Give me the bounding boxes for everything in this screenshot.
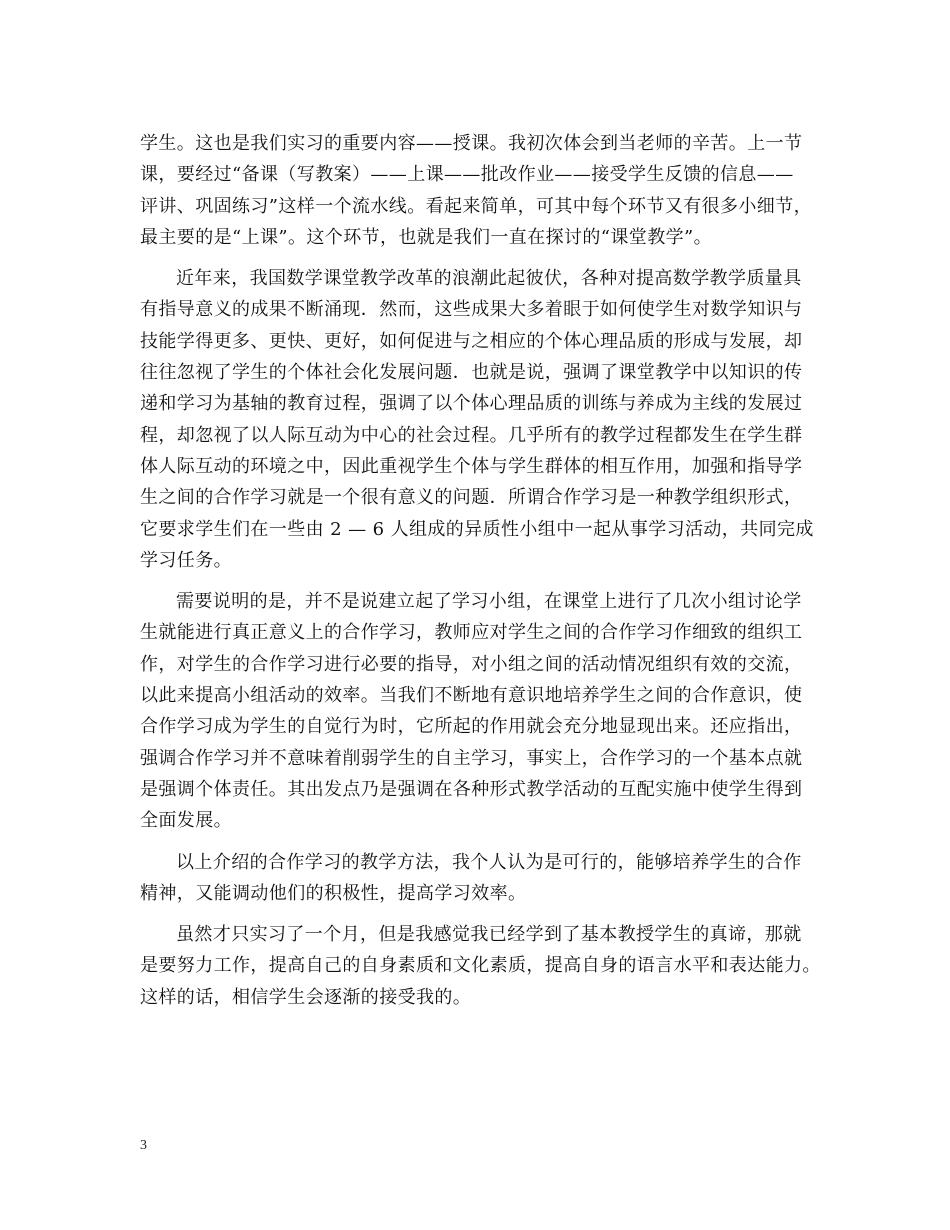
text-line: 以上介绍的合作学习的教学方法，我个人认为是可行的，能够培养学生的合作: [176, 851, 802, 873]
document-body: [140, 128, 840, 1013]
text-line: 课，要经过“备课（写教案）——上课——批改作业——接受学生反馈的信息——: [140, 164, 794, 186]
text-line: 技能学得更多、更快、更好，如何促进与之相应的个体心理品质的形成与发展，却: [140, 330, 803, 352]
text-line: 虽然才只实习了一个月，但是我感觉我已经学到了基本教授学生的真谛，那就: [176, 924, 802, 946]
paragraph-2: [140, 263, 840, 576]
page-number: 3: [140, 1138, 147, 1153]
text-line: 生之间的合作学习就是一个很有意义的问题．所谓合作学习是一种教学组织形式，: [140, 487, 803, 509]
paragraph-4: [140, 847, 840, 910]
text-line: 这样的话，相信学生会逐渐的接受我的。: [140, 986, 472, 1008]
text-line: 评讲、巩固练习”这样一个流水线。看起来简单，可其中每个环节又有很多小细节，: [140, 195, 812, 217]
text-line: 全面发展。: [140, 810, 232, 832]
text-line: 是要努力工作，提高自己的自身素质和文化素质，提高自身的语言水平和表达能力。: [140, 955, 821, 977]
text-line: 最主要的是“上课”。这个环节，也就是我们一直在探讨的“课堂教学”。: [140, 226, 713, 248]
text-line: 学生。这也是我们实习的重要内容——授课。我初次体会到当老师的辛苦。上一节: [140, 133, 803, 154]
paragraph-1: [140, 128, 840, 253]
text-line: 以此来提高小组活动的效率。当我们不断地有意识地培养学生之间的合作意识，使: [140, 685, 803, 707]
text-line: 它要求学生们在一些由 2 — 6 人组成的异质性小组中一起从事学习活动，共同完成: [140, 518, 814, 540]
text-line: 体人际互动的环境之中，因此重视学生个体与学生群体的相互作用，加强和指导学: [140, 455, 803, 477]
paragraph-3: [140, 586, 840, 836]
text-line: 程，却忽视了以人际互动为中心的社会过程。几乎所有的教学过程都发生在学生群: [140, 424, 803, 446]
text-line: 作，对学生的合作学习进行必要的指导，对小组之间的活动情况组织有效的交流，: [140, 653, 803, 675]
text-line: 往往忽视了学生的个体社会化发展问题．也就是说，强调了课堂教学中以知识的传: [140, 362, 803, 384]
text-line: 近年来，我国数学课堂教学改革的浪潮此起彼伏，各种对提高数学教学质量具: [176, 268, 802, 290]
text-line: 生就能进行真正意义上的合作学习，教师应对学生之间的合作学习作细致的组织工: [140, 622, 803, 644]
text-line: 精神，又能调动他们的积极性，提高学习效率。: [140, 882, 527, 904]
text-line: 强调合作学习并不意味着削弱学生的自主学习，事实上，合作学习的一个基本点就: [140, 747, 803, 769]
text-line: 是强调个体责任。其出发点乃是强调在各种形式教学活动的互配实施中使学生得到: [140, 778, 803, 800]
text-line: 递和学习为基轴的教育过程，强调了以个体心理品质的训练与养成为主线的发展过: [140, 393, 803, 415]
text-line: 学习任务。: [140, 549, 232, 571]
paragraph-5: [140, 919, 840, 1013]
text-line: 需要说明的是，并不是说建立起了学习小组，在课堂上进行了几次小组讨论学: [176, 591, 802, 613]
text-line: 合作学习成为学生的自觉行为时，它所起的作用就会充分地显现出来。还应指出，: [140, 716, 803, 738]
text-line: 有指导意义的成果不断涌现．然而，这些成果大多着眼于如何使学生对数学知识与: [140, 299, 803, 321]
